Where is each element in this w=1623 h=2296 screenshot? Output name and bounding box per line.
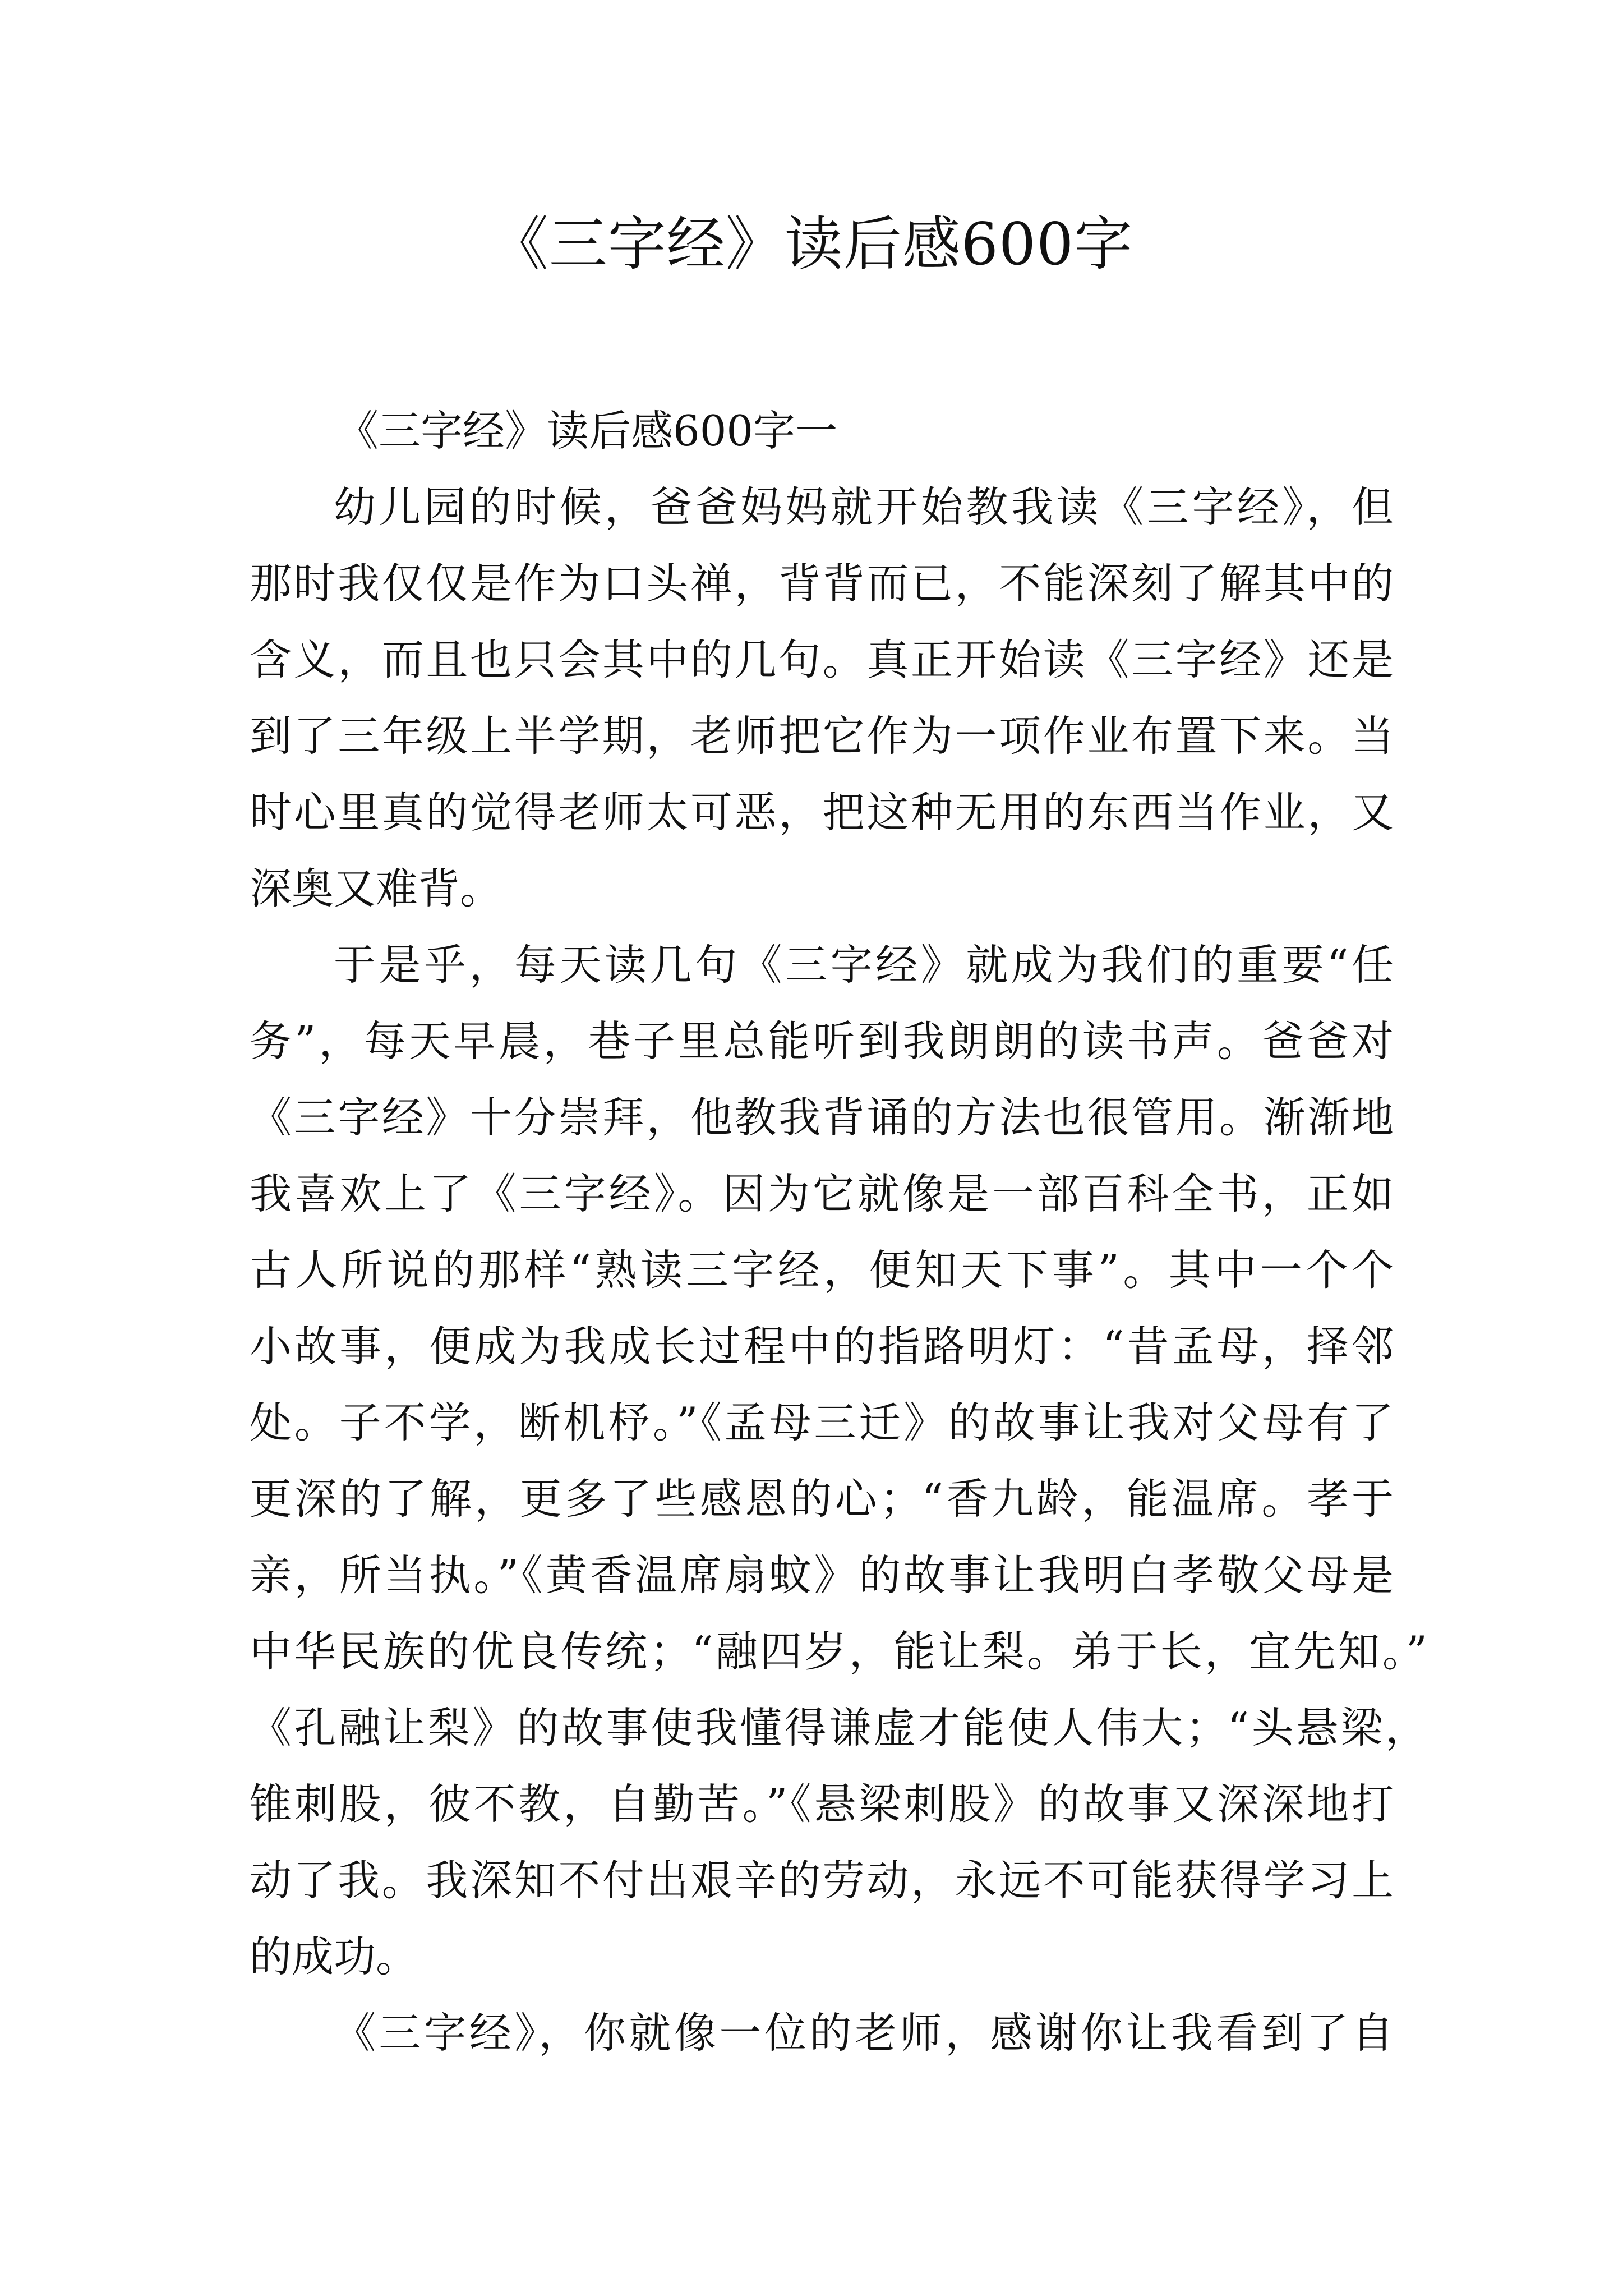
paragraph-1-line-6: 深奥又难背。 xyxy=(250,864,502,913)
paragraph-2-line-11: 《孔融让梨》的故事使我懂得谦虚才能使人伟大；“头悬梁， xyxy=(250,1703,1427,1752)
paragraph-2-line-13: 动了我。我深知不付出艰辛的劳动，永远不可能获得学习上 xyxy=(250,1856,1394,1905)
paragraph-2-line-14: 的成功。 xyxy=(250,1932,418,1981)
section-heading: 《三字经》读后感600字一 xyxy=(336,406,838,455)
paragraph-1-line-4: 到了三年级上半学期，老师把它作为一项作业布置下来。当 xyxy=(250,711,1394,761)
paragraph-2-line-7: 处。子不学，断机杼。”《孟母三迁》的故事让我对父母有了 xyxy=(250,1398,1394,1447)
document-body xyxy=(250,393,1427,2071)
paragraph-2-line-2: 务”，每天早晨，巷子里总能听到我朗朗的读书声。爸爸对 xyxy=(250,1016,1394,1066)
paragraph-2-line-9: 亲，所当执。”《黄香温席扇蚊》的故事让我明白孝敬父母是 xyxy=(250,1550,1394,1600)
paragraph-1-line-3: 含义，而且也只会其中的几句。真正开始读《三字经》还是 xyxy=(250,635,1394,684)
page-title: 《三字经》读后感600字 xyxy=(490,210,1133,278)
paragraph-2-line-8: 更深的了解，更多了些感恩的心；“香九龄，能温席。孝于 xyxy=(250,1474,1394,1524)
paragraph-1-line-2: 那时我仅仅是作为口头禅，背背而已，不能深刻了解其中的 xyxy=(250,559,1394,608)
paragraph-2-line-5: 古人所说的那样“熟读三字经，便知天下事”。其中一个个 xyxy=(250,1245,1394,1295)
paragraph-2-line-6: 小故事，便成为我成长过程中的指路明灯：“昔孟母，择邻 xyxy=(250,1322,1394,1371)
paragraph-2-line-12: 锥刺股，彼不教，自勤苦。”《悬梁刺股》的故事又深深地打 xyxy=(250,1779,1394,1829)
paragraph-2-line-4: 我喜欢上了《三字经》。因为它就像是一部百科全书，正如 xyxy=(250,1169,1394,1218)
paragraph-2-line-10: 中华民族的优良传统；“融四岁，能让梨。弟于长，宜先知。” xyxy=(250,1627,1427,1676)
paragraph-2-line-1: 于是乎，每天读几句《三字经》就成为我们的重要“任 xyxy=(334,940,1394,990)
paragraph-1-line-5: 时心里真的觉得老师太可恶，把这种无用的东西当作业，又 xyxy=(250,788,1394,837)
paragraph-3-line-1: 《三字经》，你就像一位的老师，感谢你让我看到了自 xyxy=(334,2008,1394,2058)
paragraph-2-line-3: 《三字经》十分崇拜，他教我背诵的方法也很管用。渐渐地 xyxy=(250,1093,1394,1142)
paragraph-1-line-1: 幼儿园的时候，爸爸妈妈就开始教我读《三字经》，但 xyxy=(334,482,1394,532)
